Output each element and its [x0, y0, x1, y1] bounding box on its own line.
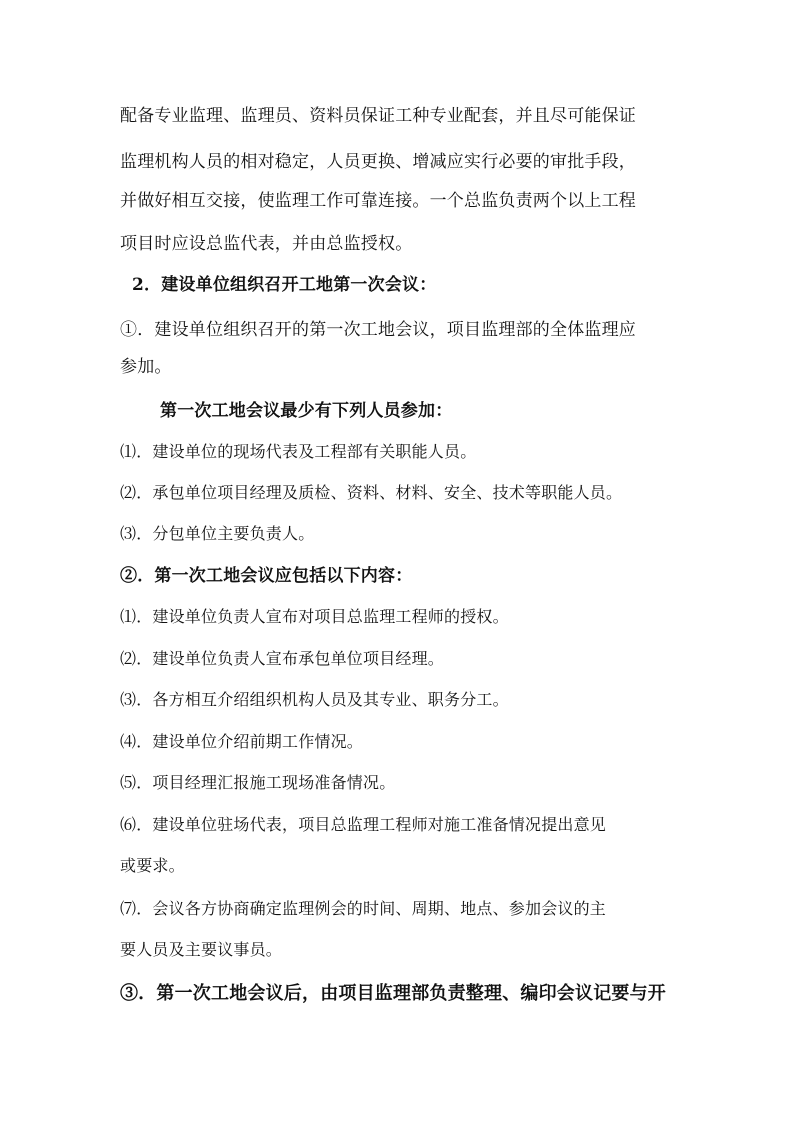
item-3-line-1: ③．第一次工地会议后，由项目监理部负责整理、编印会议记要与开 [120, 983, 666, 1004]
section-2-heading: 2．建设单位组织召开工地第一次会议： [132, 275, 437, 295]
attendee-item-1: ⑴．建设单位的现场代表及工程部有关职能人员。 [120, 442, 477, 461]
item-1-line-1: ①．建设单位组织召开的第一次工地会议，项目监理部的全体监理应 [120, 320, 636, 340]
item-1-line-2: 参加。 [120, 357, 172, 377]
content-item-4: ⑷．建设单位介绍前期工作情况。 [120, 732, 364, 751]
intro-line-4: 项目时应设总监代表，并由总监授权。 [120, 234, 413, 254]
attendee-item-2: ⑵．承包单位项目经理及质检、资料、材料、安全、技术等职能人员。 [120, 483, 623, 502]
content-item-6-line-2: 或要求。 [120, 856, 185, 875]
intro-line-2: 监理机构人员的相对稳定，人员更换、增减应实行必要的审批手段， [120, 152, 636, 172]
attendee-heading: 第一次工地会议最少有下列人员参加： [160, 401, 453, 421]
intro-line-1: 配备专业监理、监理员、资料员保证工种专业配套，并且尽可能保证 [120, 106, 636, 126]
content-item-1: ⑴．建设单位负责人宣布对项目总监理工程师的授权。 [120, 607, 509, 626]
attendee-item-3: ⑶．分包单位主要负责人。 [120, 524, 315, 543]
content-item-7-line-1: ⑺．会议各方协商确定监理例会的时间、周期、地点、参加会议的主 [120, 899, 607, 918]
content-item-7-line-2: 要人员及主要议事员。 [120, 940, 283, 959]
item-2-heading: ②．第一次工地会议应包括以下内容： [120, 566, 413, 586]
content-item-2: ⑵．建设单位负责人宣布承包单位项目经理。 [120, 649, 445, 668]
content-item-6-line-1: ⑹．建设单位驻场代表，项目总监理工程师对施工准备情况提出意见 [120, 815, 607, 834]
intro-line-3: 并做好相互交接，使监理工作可靠连接。一个总监负责两个以上工程 [120, 191, 636, 211]
content-item-5: ⑸．项目经理汇报施工现场准备情况。 [120, 773, 396, 792]
content-item-3: ⑶．各方相互介绍组织机构人员及其专业、职务分工。 [120, 690, 509, 709]
